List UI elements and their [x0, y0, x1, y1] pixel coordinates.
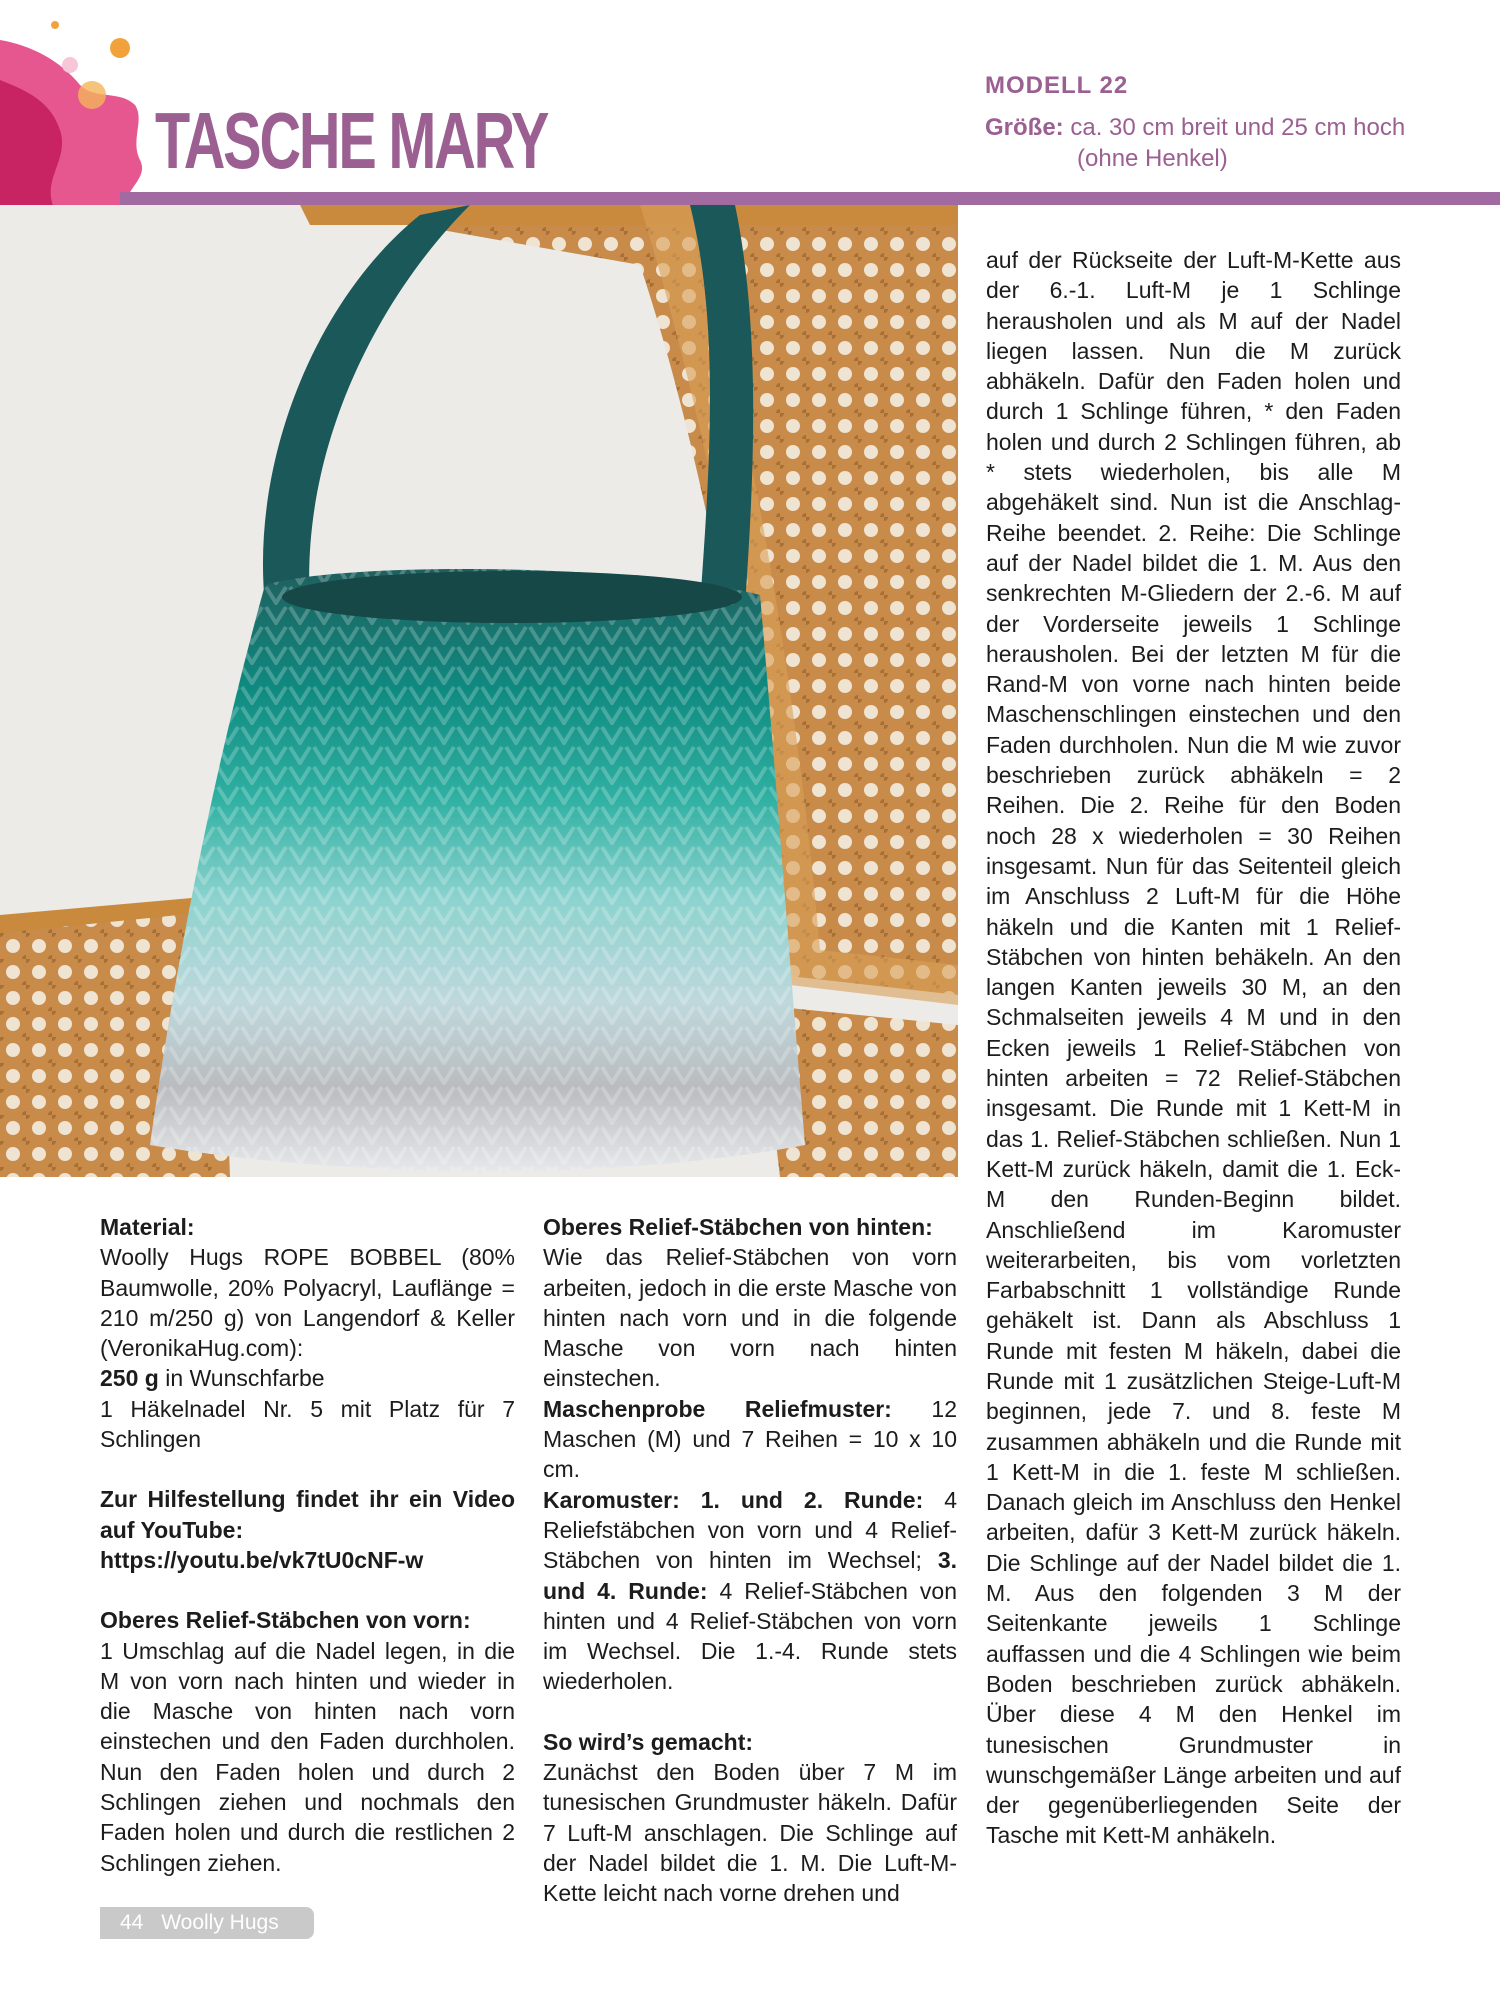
- howto-text-start: Zunächst den Boden über 7 M im tunesischen Grundmuster häkeln. Dafür 7 Luft-M anschlagen. Die Schlinge auf der Nadel bildet die 1. M. Die Luft-M-Kette leicht nach vorne drehen und: [543, 1759, 957, 1907]
- karo-heading: Karomuster:: [543, 1486, 680, 1513]
- model-number: MODELL 22: [985, 72, 1129, 99]
- video-text: Zur Hilfestellung findet ihr ein Video auf YouTube:: [100, 1486, 515, 1543]
- magazine-name: Woolly Hugs: [161, 1911, 279, 1934]
- size-line-1: ca. 30 cm breit und 25 cm hoch: [1070, 114, 1406, 141]
- material-needle: 1 Häkelnadel Nr. 5 mit Platz für 7 Schlingen: [100, 1395, 515, 1453]
- relief-back-text: Wie das Relief-Stäbchen von vorn arbeiten, jedoch in die erste Masche von hinten nach vorn und in die folgende Masche von vorn nach hinten einstechen.: [543, 1244, 957, 1392]
- bag-photo: [0, 205, 958, 1177]
- page-title: TASCHE MARY: [155, 96, 548, 185]
- material-amount-rest: in Wunschfarbe: [158, 1365, 325, 1392]
- video-link[interactable]: https://youtu.be/vk7tU0cNF-w: [100, 1546, 424, 1573]
- page-number: 44: [120, 1911, 144, 1934]
- gauge-text: 12 Maschen (M) und 7 Reihen = 10 x 10 cm.: [543, 1395, 957, 1483]
- karo-round-3-4-text: 4 Relief-Stäbchen von hinten und 4 Relief-Stäbchen von vorn im Wechsel. Die 1.-4. Runde stets wiederholen.: [543, 1577, 957, 1695]
- relief-front-text: 1 Umschlag auf die Nadel legen, in die M von vorn nach hinten und wieder in die Masche von hinten nach vorn einstechen und den Faden durchholen. Nun den Faden holen und durch 2 Schlingen ziehen und nochmals den Faden holen und durch die restlichen 2 Schlingen ziehen.: [100, 1637, 515, 1876]
- material-heading: Material:: [100, 1214, 195, 1240]
- header-rule: [120, 192, 1500, 205]
- howto-text-continued: auf der Rückseite der Luft-M-Kette aus der 6.-1. Luft-M je 1 Schlinge herausholen und als M auf der Nadel liegen lassen. Nun die M zurück abhäkeln. Dafür den Faden holen und durch 1 Schlinge führen, * den Faden holen und durch 2 Schlingen führen, ab * stets wiederholen, bis alle M abgehäkelt sind. Nun ist die Anschlag-Reihe beendet. 2. Reihe: Die Schlinge auf der Nadel bildet die 1. M. Aus den senkrechten M-Gliedern der 2.-6. M auf der Vorderseite jeweils 1 Schlinge herausholen. Bei der letzten M für die Rand-M von vorne nach hinten beide Maschenschlingen einstechen und den Faden durchholen. Nun die M wie zuvor beschrieben zurück abhäkeln = 2 Reihen. Die 2. Reihe für den Boden noch 28 x wiederholen = 30 Reihen insgesamt. Nun für das Seitenteil gleich im Anschluss 2 Luft-M für die Höhe häkeln und die Kanten mit 1 Relief-Stäbchen von hinten behäkeln. An den langen Kanten jeweils 30 M, an den Schmalseiten jeweils 4 M und in den Ecken jeweils 1 Relief-Stäbchen von hinten arbeiten = 72 Relief-Stäbchen insgesamt. Die Runde mit 1 Kett-M in das 1. Relief-Stäbchen schließen. Nun 1 Kett-M zurück häkeln, damit die 1. Eck-M den Runden-Beginn bildet. Anschließend im Karomuster weiterarbeiten, bis vom vorletzten Farbabschnitt 1 vollständige Runde gehäkelt ist. Dann als Abschluss 1 Runde mit festen M häkeln, dabei die Runde mit 1 zusätzlichen Steige-Luft-M beginnen, jede 7. und 8. feste M zusammen abhäkeln und die Runde mit 1 Kett-M in die 1. feste M schließen. Danach gleich im Anschluss den Henkel arbeiten, dafür 3 Kett-M zurück häkeln. Die Schlinge auf der Nadel bildet die 1. M. Aus den folgenden 3 M der Seitenkante jeweils 1 Schlinge auffassen und die 4 Schlingen wie beim Boden beschrieben zurück abhäkeln. Über diese 4 M den Henkel im tunesischen Grundmuster in wunschgemäßer Länge arbeiten und auf der gegenüberliegenden Seite der Tasche mit Kett-M anhäkeln.: [986, 247, 1401, 1849]
- column-left: [100, 1212, 515, 1878]
- relief-front-heading: Oberes Relief-Stäbchen von vorn:: [100, 1607, 471, 1634]
- material-amount: 250 g: [100, 1365, 159, 1392]
- howto-heading: So wird’s gemacht:: [543, 1728, 754, 1755]
- material-text: Woolly Hugs ROPE BOBBEL (80% Baumwolle, 20% Polyacryl, Lauflänge = 210 m/250 g) von Langendorf & Keller (VeronikaHug.com):: [100, 1244, 515, 1362]
- relief-back-heading: Oberes Relief-Stäbchen von hinten:: [543, 1214, 933, 1240]
- karo-round-1-2-label: 1. und 2. Runde:: [679, 1486, 924, 1513]
- karo-round-1-2-text: 4 Reliefstäbchen von vorn und 4 Relief-Stäbchen von hinten im Wechsel;: [543, 1486, 958, 1574]
- size-info: [985, 112, 1405, 174]
- column-middle: [543, 1212, 957, 1909]
- karo-round-3-4-label: 3. und 4. Runde:: [543, 1547, 958, 1604]
- size-label: Größe:: [985, 114, 1064, 141]
- gauge-heading: Maschenprobe Reliefmuster:: [543, 1395, 892, 1422]
- page-footer: [100, 1907, 314, 1939]
- column-right: [986, 245, 1401, 1851]
- size-line-2: (ohne Henkel): [1077, 145, 1228, 172]
